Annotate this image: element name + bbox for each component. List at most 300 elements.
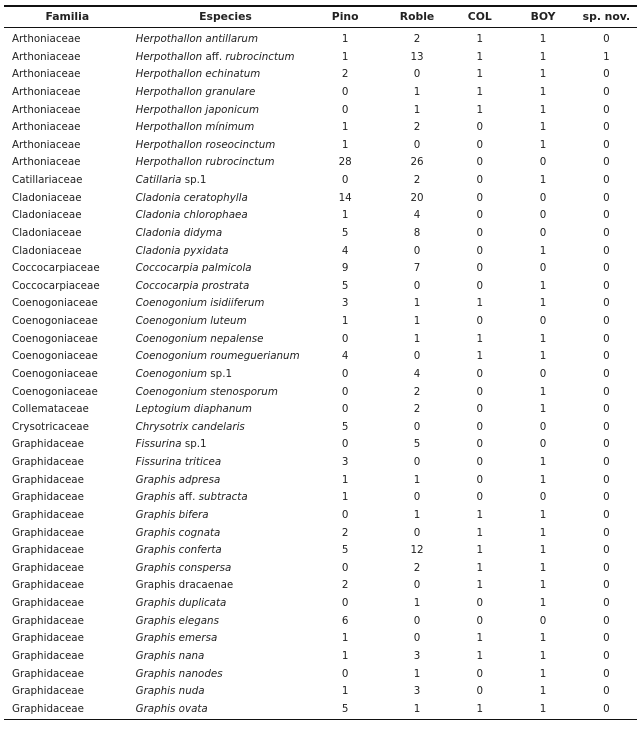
table-row	[4, 313, 637, 331]
table-row	[4, 331, 637, 349]
sp-nov-cell: 0	[603, 649, 610, 662]
boy-cell: 0	[539, 367, 547, 380]
especie-part: sp.1	[181, 174, 207, 186]
table-row	[4, 648, 637, 666]
pino-cell: 1	[341, 473, 349, 486]
header-sp-nov: sp. nov.	[582, 10, 631, 23]
col-cell: 0	[476, 403, 484, 416]
col-cell: 0	[476, 262, 484, 275]
especie-part: Graphis ovata	[135, 702, 208, 715]
pino-cell: 2	[341, 68, 349, 81]
header-boy: BOY	[530, 10, 556, 23]
table-row	[4, 683, 637, 701]
sp-nov-cell: 0	[603, 491, 610, 504]
boy-cell: 1	[539, 667, 547, 680]
especie-part: rubrocinctum	[225, 50, 295, 63]
especie-part: Fissurina triticea	[135, 456, 222, 468]
especie-part: Chrysotrix candelaris	[135, 420, 245, 433]
boy-cell: 1	[539, 473, 547, 486]
col-cell: 0	[476, 614, 484, 627]
boy-cell: 1	[539, 350, 547, 363]
col-cell: 0	[476, 279, 484, 292]
familia-cell: Cladoniaceae	[12, 244, 82, 257]
table-row	[4, 525, 637, 543]
familia-cell: Arthoniaceae	[12, 33, 81, 45]
sp-nov-cell: 0	[603, 279, 610, 292]
table-row	[4, 190, 637, 208]
table-row	[4, 595, 637, 613]
especie-part: Graphis bifera	[135, 508, 209, 521]
boy-cell: 1	[539, 526, 547, 539]
especie-part: sp.1	[181, 438, 207, 451]
pino-cell: 0	[341, 561, 349, 574]
table-row	[4, 489, 637, 507]
table-row	[4, 401, 637, 419]
sp-nov-cell: 0	[603, 85, 610, 98]
especie-part: subtracta	[198, 491, 248, 504]
familia-cell: Arthoniaceae	[12, 103, 81, 116]
table-row	[4, 577, 637, 595]
especie-cell	[136, 560, 321, 578]
familia-cell: Coccocarpiaceae	[12, 279, 100, 292]
pino-cell: 9	[341, 262, 349, 275]
especie-cell	[136, 295, 321, 313]
especie-cell	[136, 119, 321, 137]
roble-cell: 2	[413, 403, 421, 416]
col-cell: 1	[476, 632, 484, 645]
sp-nov-cell: 0	[603, 456, 610, 468]
roble-cell: 1	[413, 85, 421, 98]
roble-cell: 0	[413, 138, 421, 151]
especie-cell	[136, 102, 321, 120]
especie-cell	[136, 419, 321, 437]
pino-cell: 5	[341, 544, 349, 557]
boy-cell: 1	[539, 597, 547, 609]
table-row	[4, 348, 637, 366]
familia-cell: Graphidaceae	[12, 579, 84, 592]
especie-part: sp.1	[207, 367, 233, 380]
sp-nov-cell: 0	[603, 315, 610, 327]
pino-cell: 6	[341, 614, 349, 627]
pino-cell: 1	[341, 632, 349, 645]
boy-cell: 1	[539, 138, 547, 151]
col-cell: 0	[476, 244, 484, 257]
col-cell: 0	[476, 315, 484, 327]
roble-cell: 0	[413, 579, 421, 592]
familia-cell: Arthoniaceae	[12, 68, 81, 81]
especie-cell	[136, 454, 321, 472]
familia-cell: Cladoniaceae	[12, 209, 82, 222]
especie-part: Coenogonium isidiiferum	[135, 297, 265, 310]
especie-part: Cladonia didyma	[135, 226, 223, 239]
pino-cell: 0	[341, 403, 349, 416]
pino-cell: 3	[341, 297, 349, 310]
boy-cell: 1	[539, 174, 547, 186]
especie-cell	[136, 384, 321, 402]
especie-cell	[136, 348, 321, 366]
roble-cell: 2	[413, 385, 421, 398]
especie-part: Coenogonium roumeguerianum	[135, 350, 300, 363]
table-row	[4, 137, 637, 155]
especie-part: Catillaria	[135, 174, 182, 186]
table-body	[4, 31, 637, 719]
familia-cell: Graphidaceae	[12, 667, 84, 680]
sp-nov-cell: 0	[603, 561, 610, 574]
especie-cell	[136, 49, 321, 67]
familia-cell: Coenogoniaceae	[12, 350, 98, 363]
roble-cell: 0	[413, 420, 421, 433]
col-cell: 1	[476, 508, 484, 521]
familia-cell: Arthoniaceae	[12, 50, 81, 63]
especie-part: Graphis emersa	[135, 632, 218, 645]
species-table	[4, 5, 637, 720]
table-row	[4, 507, 637, 525]
pino-cell: 0	[341, 385, 349, 398]
boy-cell: 0	[539, 491, 547, 504]
table-row	[4, 436, 637, 454]
familia-cell: Graphidaceae	[12, 685, 84, 698]
boy-cell: 0	[539, 156, 547, 169]
pino-cell: 1	[341, 685, 349, 698]
especie-part: Herpothallon rubrocinctum	[135, 156, 275, 169]
roble-cell: 1	[413, 667, 421, 680]
roble-cell: 8	[413, 226, 421, 239]
sp-nov-cell: 0	[603, 579, 610, 592]
table-row	[4, 454, 637, 472]
boy-cell: 1	[539, 561, 547, 574]
sp-nov-cell: 0	[603, 473, 610, 486]
sp-nov-cell: 0	[603, 597, 610, 609]
especie-part: Coccocarpia prostrata	[135, 279, 250, 292]
especie-cell	[136, 243, 321, 261]
pino-cell: 1	[341, 50, 349, 63]
sp-nov-cell: 0	[603, 209, 610, 222]
especie-cell	[136, 472, 321, 490]
pino-cell: 1	[341, 138, 349, 151]
especie-cell	[136, 225, 321, 243]
boy-cell: 0	[539, 614, 547, 627]
especie-cell	[136, 489, 321, 507]
pino-cell: 0	[341, 597, 349, 609]
boy-cell: 1	[539, 579, 547, 592]
boy-cell: 1	[539, 649, 547, 662]
especie-cell	[136, 137, 321, 155]
roble-cell: 0	[413, 526, 421, 539]
table-row	[4, 84, 637, 102]
roble-cell: 0	[413, 491, 421, 504]
pino-cell: 0	[341, 438, 349, 451]
especie-part: Graphis conferta	[135, 544, 222, 557]
table-row	[4, 260, 637, 278]
boy-cell: 1	[539, 279, 547, 292]
sp-nov-cell: 0	[603, 508, 610, 521]
familia-cell: Collemataceae	[12, 403, 89, 416]
boy-cell: 1	[539, 68, 547, 81]
boy-cell: 1	[539, 385, 547, 398]
especie-part: Leptogium diaphanum	[135, 403, 252, 416]
sp-nov-cell: 0	[603, 332, 610, 345]
sp-nov-cell: 0	[603, 244, 610, 257]
familia-cell: Coenogoniaceae	[12, 367, 98, 380]
boy-cell: 1	[539, 103, 547, 116]
familia-cell: Graphidaceae	[12, 508, 84, 521]
pino-cell: 5	[341, 279, 349, 292]
col-cell: 0	[476, 385, 484, 398]
roble-cell: 3	[413, 685, 421, 698]
table-row	[4, 384, 637, 402]
col-cell: 0	[476, 121, 484, 134]
especie-part: Graphis cognata	[135, 526, 221, 539]
familia-cell: Crysotricaceae	[12, 420, 89, 433]
col-cell: 0	[476, 226, 484, 239]
col-cell: 1	[476, 85, 484, 98]
sp-nov-cell: 0	[603, 33, 610, 45]
especie-cell	[136, 436, 321, 454]
especie-part: Graphis conspersa	[135, 561, 232, 574]
col-cell: 0	[476, 156, 484, 169]
pino-cell: 2	[341, 526, 349, 539]
boy-cell: 0	[539, 226, 547, 239]
sp-nov-cell: 0	[603, 156, 610, 169]
pino-cell: 1	[341, 315, 349, 327]
pino-cell: 1	[341, 649, 349, 662]
especie-part: Graphis elegans	[135, 614, 219, 627]
pino-cell: 5	[341, 226, 349, 239]
roble-cell: 2	[413, 174, 421, 186]
familia-cell: Graphidaceae	[12, 438, 84, 451]
especie-cell	[136, 525, 321, 543]
col-cell: 0	[476, 685, 484, 698]
table-row	[4, 472, 637, 490]
especie-part: Herpothallon japonicum	[135, 103, 260, 116]
especie-part: Coenogonium nepalense	[135, 332, 264, 345]
especie-part: Graphis nuda	[135, 685, 205, 698]
especie-cell	[136, 630, 321, 648]
table-row	[4, 49, 637, 67]
table-row	[4, 172, 637, 190]
familia-cell: Graphidaceae	[12, 526, 84, 539]
sp-nov-cell: 0	[603, 191, 610, 204]
roble-cell: 0	[413, 614, 421, 627]
col-cell: 0	[476, 667, 484, 680]
boy-cell: 1	[539, 297, 547, 310]
roble-cell: 1	[413, 332, 421, 345]
familia-cell: Graphidaceae	[12, 614, 84, 627]
familia-cell: Graphidaceae	[12, 597, 84, 609]
especie-part: aff.	[202, 50, 226, 63]
especie-cell	[136, 613, 321, 631]
roble-cell: 0	[413, 456, 421, 468]
sp-nov-cell: 0	[603, 438, 610, 451]
especie-cell	[136, 701, 321, 719]
especie-cell	[136, 84, 321, 102]
especie-cell	[136, 507, 321, 525]
especie-part: aff.	[175, 491, 199, 504]
especie-cell	[136, 648, 321, 666]
header-familia: Familia	[45, 10, 90, 23]
familia-cell: Graphidaceae	[12, 649, 84, 662]
col-cell: 1	[476, 702, 484, 715]
boy-cell: 1	[539, 244, 547, 257]
especie-cell	[136, 278, 321, 296]
col-cell: 1	[476, 526, 484, 539]
pino-cell: 3	[341, 456, 349, 468]
header-especies: Especies	[199, 10, 252, 23]
familia-cell: Graphidaceae	[12, 456, 84, 468]
especie-part: Coenogonium	[135, 367, 208, 380]
especie-part: Coccocarpia palmicola	[135, 262, 252, 275]
familia-cell: Arthoniaceae	[12, 85, 81, 98]
familia-cell: Cladoniaceae	[12, 226, 82, 239]
pino-cell: 1	[341, 209, 349, 222]
pino-cell: 0	[341, 103, 349, 116]
sp-nov-cell: 0	[603, 702, 610, 715]
boy-cell: 1	[539, 332, 547, 345]
especie-part: Graphis adpresa	[135, 473, 221, 486]
col-cell: 1	[476, 33, 484, 45]
pino-cell: 0	[341, 508, 349, 521]
familia-cell: Coenogoniaceae	[12, 315, 98, 327]
pino-cell: 28	[338, 156, 352, 169]
col-cell: 0	[476, 597, 484, 609]
col-cell: 1	[476, 579, 484, 592]
especie-cell	[136, 313, 321, 331]
boy-cell: 0	[539, 420, 547, 433]
roble-cell: 0	[413, 279, 421, 292]
especie-part: Herpothallon	[135, 50, 203, 63]
especie-cell	[136, 331, 321, 349]
table-row	[4, 154, 637, 172]
especie-cell	[136, 172, 321, 190]
especie-cell	[136, 683, 321, 701]
boy-cell: 1	[539, 33, 547, 45]
col-cell: 1	[476, 103, 484, 116]
especie-part: Coenogonium luteum	[135, 315, 247, 327]
pino-cell: 0	[341, 174, 349, 186]
especie-cell	[136, 66, 321, 84]
boy-cell: 1	[539, 632, 547, 645]
pino-cell: 4	[341, 350, 349, 363]
roble-cell: 1	[413, 508, 421, 521]
roble-cell: 3	[413, 649, 421, 662]
col-cell: 0	[476, 191, 484, 204]
table-row	[4, 542, 637, 560]
boy-cell: 1	[539, 50, 547, 63]
pino-cell: 14	[338, 191, 352, 204]
sp-nov-cell: 0	[603, 68, 610, 81]
familia-cell: Graphidaceae	[12, 473, 84, 486]
familia-cell: Coenogoniaceae	[12, 332, 98, 345]
roble-cell: 0	[413, 68, 421, 81]
pino-cell: 0	[341, 332, 349, 345]
especie-part: Graphis dracaenae	[135, 579, 234, 592]
boy-cell: 0	[539, 209, 547, 222]
sp-nov-cell: 0	[603, 103, 610, 116]
especie-cell	[136, 666, 321, 684]
table-row	[4, 613, 637, 631]
especie-part: Graphis duplicata	[135, 597, 227, 609]
roble-cell: 5	[413, 438, 421, 451]
boy-cell: 0	[539, 191, 547, 204]
roble-cell: 1	[413, 473, 421, 486]
sp-nov-cell: 0	[603, 297, 610, 310]
table-row	[4, 630, 637, 648]
table-row	[4, 666, 637, 684]
pino-cell: 1	[341, 491, 349, 504]
roble-cell: 1	[413, 103, 421, 116]
familia-cell: Coenogoniaceae	[12, 297, 98, 310]
roble-cell: 13	[410, 50, 424, 63]
pino-cell: 2	[341, 579, 349, 592]
roble-cell: 4	[413, 209, 421, 222]
col-cell: 1	[476, 68, 484, 81]
especie-part: Graphis nana	[135, 649, 205, 662]
familia-cell: Arthoniaceae	[12, 156, 81, 169]
boy-cell: 1	[539, 85, 547, 98]
table-row	[4, 419, 637, 437]
col-cell: 0	[476, 174, 484, 186]
sp-nov-cell: 0	[603, 526, 610, 539]
col-cell: 0	[476, 209, 484, 222]
pino-cell: 1	[341, 121, 349, 134]
sp-nov-cell: 0	[603, 614, 610, 627]
table-row	[4, 560, 637, 578]
roble-cell: 0	[413, 244, 421, 257]
boy-cell: 1	[539, 544, 547, 557]
col-cell: 1	[476, 297, 484, 310]
especie-part: Herpothallon roseocinctum	[135, 138, 276, 151]
table-row	[4, 366, 637, 384]
especie-part: Herpothallon granulare	[135, 85, 256, 98]
boy-cell: 0	[539, 315, 547, 327]
especie-part: Cladonia chlorophaea	[135, 209, 248, 222]
pino-cell: 5	[341, 420, 349, 433]
familia-cell: Graphidaceae	[12, 561, 84, 574]
table-row	[4, 102, 637, 120]
especie-part: Herpothallon antillarum	[135, 33, 258, 45]
roble-cell: 0	[413, 350, 421, 363]
especie-part: Fissurina	[135, 438, 182, 451]
sp-nov-cell: 0	[603, 685, 610, 698]
pino-cell: 0	[341, 85, 349, 98]
col-cell: 0	[476, 491, 484, 504]
roble-cell: 12	[410, 544, 424, 557]
table-row	[4, 701, 637, 719]
sp-nov-cell: 0	[603, 385, 610, 398]
familia-cell: Graphidaceae	[12, 632, 84, 645]
especie-cell	[136, 542, 321, 560]
roble-cell: 2	[413, 561, 421, 574]
familia-cell: Coccocarpiaceae	[12, 262, 100, 275]
header-roble: Roble	[399, 10, 435, 23]
sp-nov-cell: 0	[603, 667, 610, 680]
sp-nov-cell: 0	[603, 367, 610, 380]
col-cell: 0	[476, 138, 484, 151]
roble-cell: 1	[413, 597, 421, 609]
col-cell: 1	[476, 561, 484, 574]
table-row	[4, 119, 637, 137]
familia-cell: Arthoniaceae	[12, 121, 81, 134]
sp-nov-cell: 0	[603, 350, 610, 363]
sp-nov-cell: 0	[603, 420, 610, 433]
familia-cell: Graphidaceae	[12, 491, 84, 504]
especie-part: Herpothallon echinatum	[135, 68, 261, 81]
especie-cell	[136, 401, 321, 419]
col-cell: 0	[476, 420, 484, 433]
especie-cell	[136, 366, 321, 384]
familia-cell: Coenogoniaceae	[12, 385, 98, 398]
boy-cell: 1	[539, 702, 547, 715]
